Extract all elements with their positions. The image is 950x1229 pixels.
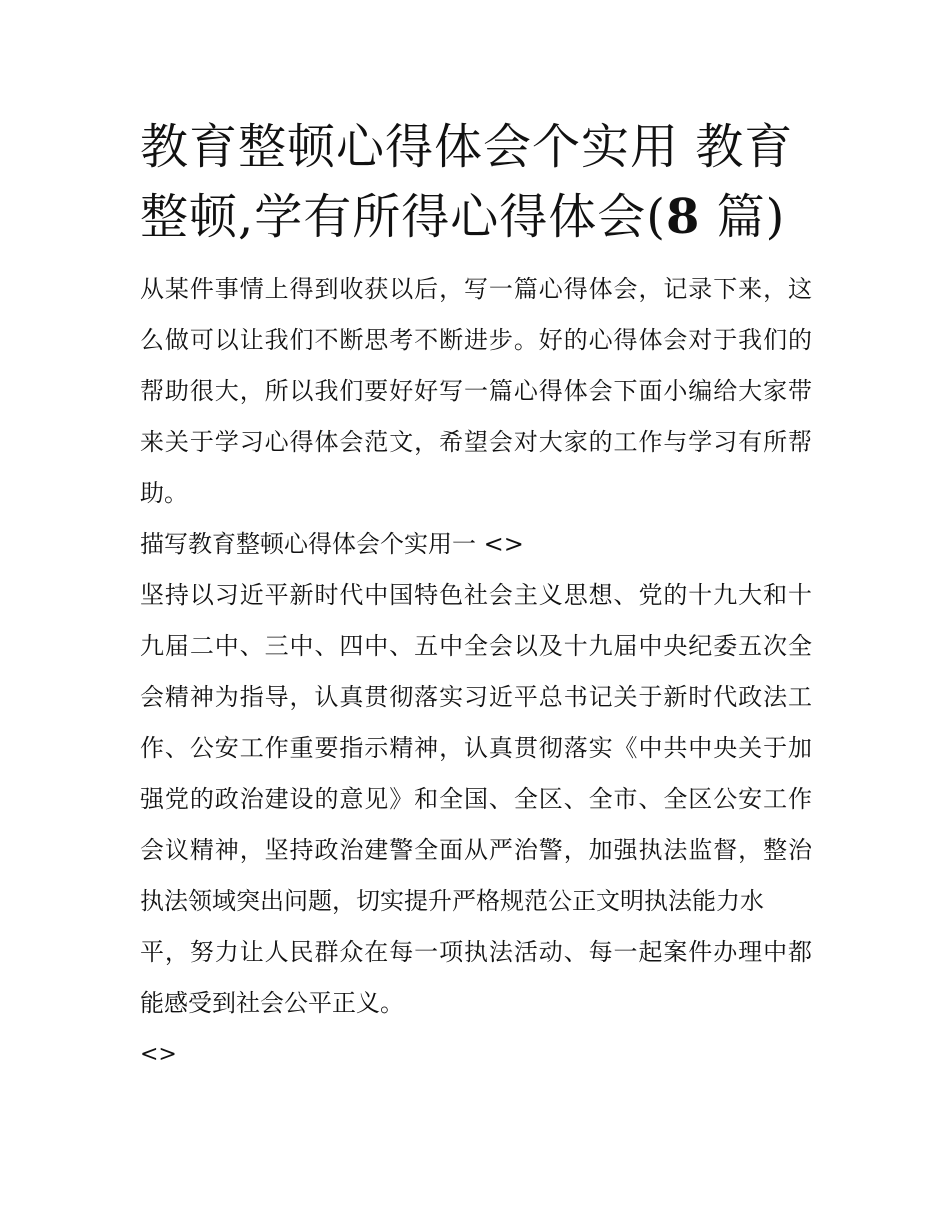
body-paragraph xyxy=(140,570,812,1029)
body-line-4: 作、公安工作重要指示精神，认真贯彻落实《中共中央关于加 xyxy=(140,734,812,762)
intro-line-3: 帮助很大，所以我们要好好写一篇心得体会下面小编给大家带 xyxy=(140,377,812,405)
title-line-2-suffix: 篇) xyxy=(700,189,786,245)
body-line-3: 会精神为指导，认真贯彻落实习近平总书记关于新时代政法工 xyxy=(140,683,812,711)
title-line-2-text: 整顿,学有所得心得体会( xyxy=(140,189,666,245)
document-title xyxy=(140,112,812,252)
intro-line-5: 助。 xyxy=(140,479,188,507)
body-line-1: 坚持以习近平新时代中国特色社会主义思想、党的十九大和十 xyxy=(140,581,812,609)
section-heading: 描写教育整顿心得体会个实用一 <> xyxy=(140,530,524,558)
title-count: 8 xyxy=(666,189,701,245)
body-line-2: 九届二中、三中、四中、五中全会以及十九届中央纪委五次全 xyxy=(140,632,812,660)
intro-line-4: 来关于学习心得体会范文，希望会对大家的工作与学习有所帮 xyxy=(140,428,812,456)
intro-line-2: 么做可以让我们不断思考不断进步。好的心得体会对于我们的 xyxy=(140,326,812,354)
title-line-2 xyxy=(140,182,812,252)
body-line-7: 执法领域突出问题，切实提升严格规范公正文明执法能力水 xyxy=(140,887,764,915)
intro-line-1: 从某件事情上得到收获以后，写一篇心得体会，记录下来，这 xyxy=(140,275,812,303)
body-line-9: 能感受到社会公平正义。 xyxy=(140,989,404,1017)
document-content xyxy=(140,112,812,1080)
body-line-5: 强党的政治建设的意见》和全国、全区、全市、全区公安工作 xyxy=(140,785,812,813)
title-line-1: 教育整顿心得体会个实用 教育 xyxy=(140,119,794,175)
end-marker: <> xyxy=(140,1042,177,1067)
intro-paragraph xyxy=(140,264,812,519)
body-line-8: 平，努力让人民群众在每一项执法活动、每一起案件办理中都 xyxy=(140,938,812,966)
body-line-6: 会议精神，坚持政治建警全面从严治警，加强执法监督，整治 xyxy=(140,836,812,864)
